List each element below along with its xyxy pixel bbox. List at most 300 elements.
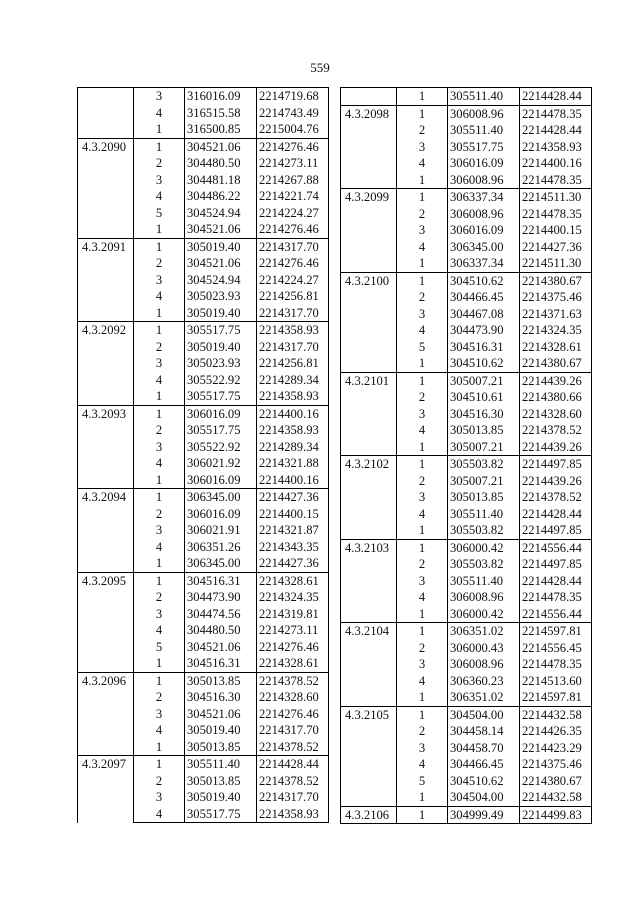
point-number: 3 <box>134 606 185 623</box>
y-coordinate: 2214321.87 <box>257 522 329 539</box>
y-coordinate: 2214378.52 <box>257 773 329 790</box>
point-number: 4 <box>134 539 185 556</box>
y-coordinate: 2214276.46 <box>257 138 329 155</box>
x-coordinate: 304521.06 <box>185 221 257 238</box>
x-coordinate: 304480.50 <box>185 622 257 639</box>
x-coordinate: 304480.50 <box>185 155 257 172</box>
x-coordinate: 304516.30 <box>448 406 520 423</box>
x-coordinate: 306000.42 <box>448 539 520 556</box>
y-coordinate: 2214378.52 <box>520 489 592 506</box>
point-number: 2 <box>397 122 448 139</box>
table-row <box>78 672 329 689</box>
point-number: 2 <box>397 473 448 490</box>
x-coordinate: 305013.85 <box>185 672 257 689</box>
x-coordinate: 306345.00 <box>448 239 520 256</box>
y-coordinate: 2214478.35 <box>520 656 592 673</box>
y-coordinate: 2214289.34 <box>257 439 329 456</box>
x-coordinate: 306008.96 <box>448 172 520 189</box>
point-number: 3 <box>397 489 448 506</box>
parcel-id: 4.3.2090 <box>78 138 134 238</box>
parcel-id: 4.3.2102 <box>341 456 397 540</box>
y-coordinate: 2214432.58 <box>520 706 592 723</box>
point-number: 1 <box>397 105 448 122</box>
y-coordinate: 2214317.70 <box>257 789 329 806</box>
y-coordinate: 2214358.93 <box>257 806 329 823</box>
y-coordinate: 2214221.74 <box>257 188 329 205</box>
y-coordinate: 2214328.60 <box>257 689 329 706</box>
x-coordinate: 304510.62 <box>448 773 520 790</box>
y-coordinate: 2214256.81 <box>257 288 329 305</box>
point-number: 4 <box>397 155 448 172</box>
y-coordinate: 2214371.63 <box>520 306 592 323</box>
y-coordinate: 2214556.44 <box>520 539 592 556</box>
coordinates-table-right <box>340 87 592 824</box>
page-number: 559 <box>310 60 330 75</box>
table-row <box>341 539 592 556</box>
y-coordinate: 2214400.16 <box>257 405 329 422</box>
y-coordinate: 2214478.35 <box>520 206 592 223</box>
point-number: 2 <box>134 255 185 272</box>
parcel-id: 4.3.2097 <box>78 756 134 823</box>
point-number: 2 <box>397 206 448 223</box>
y-coordinate: 2214273.11 <box>257 155 329 172</box>
point-number: 5 <box>397 339 448 356</box>
y-coordinate: 2214400.15 <box>257 506 329 523</box>
point-number: 1 <box>397 789 448 806</box>
x-coordinate: 304466.45 <box>448 289 520 306</box>
x-coordinate: 305023.93 <box>185 288 257 305</box>
point-number: 1 <box>134 238 185 255</box>
y-coordinate: 2214499.83 <box>520 806 592 824</box>
x-coordinate: 306008.96 <box>448 206 520 223</box>
x-coordinate: 305517.75 <box>185 806 257 823</box>
table-row <box>341 189 592 206</box>
x-coordinate: 305517.75 <box>448 139 520 156</box>
x-coordinate: 316500.85 <box>185 121 257 138</box>
parcel-id: 4.3.2105 <box>341 706 397 806</box>
y-coordinate: 2214478.35 <box>520 172 592 189</box>
point-number: 1 <box>397 456 448 473</box>
x-coordinate: 306016.09 <box>185 405 257 422</box>
y-coordinate: 2214428.44 <box>520 506 592 523</box>
x-coordinate: 306000.43 <box>448 640 520 657</box>
point-number: 3 <box>397 740 448 757</box>
point-number: 1 <box>397 606 448 623</box>
y-coordinate: 2214380.67 <box>520 355 592 372</box>
y-coordinate: 2214276.46 <box>257 221 329 238</box>
table-row <box>78 756 329 773</box>
parcel-id <box>341 88 397 106</box>
y-coordinate: 2214439.26 <box>520 473 592 490</box>
y-coordinate: 2214358.93 <box>257 388 329 405</box>
point-number: 1 <box>134 221 185 238</box>
point-number: 1 <box>397 806 448 824</box>
table-row <box>341 105 592 122</box>
point-number: 2 <box>134 339 185 356</box>
x-coordinate: 305019.40 <box>185 238 257 255</box>
x-coordinate: 304473.90 <box>448 322 520 339</box>
x-coordinate: 306337.34 <box>448 255 520 272</box>
point-number: 2 <box>397 556 448 573</box>
x-coordinate: 306021.91 <box>185 522 257 539</box>
y-coordinate: 2214428.44 <box>520 88 592 106</box>
y-coordinate: 2214375.46 <box>520 756 592 773</box>
point-number: 2 <box>134 155 185 172</box>
point-number: 1 <box>134 121 185 138</box>
y-coordinate: 2214276.46 <box>257 255 329 272</box>
point-number: 4 <box>134 455 185 472</box>
point-number: 3 <box>397 573 448 590</box>
table-row <box>78 572 329 589</box>
point-number: 5 <box>134 639 185 656</box>
point-number: 3 <box>397 656 448 673</box>
point-number: 1 <box>397 623 448 640</box>
y-coordinate: 2214439.26 <box>520 439 592 456</box>
point-number: 1 <box>397 272 448 289</box>
point-number: 3 <box>134 88 185 105</box>
x-coordinate: 304521.06 <box>185 138 257 155</box>
x-coordinate: 304504.00 <box>448 789 520 806</box>
x-coordinate: 304524.94 <box>185 205 257 222</box>
y-coordinate: 2214400.16 <box>520 155 592 172</box>
parcel-id: 4.3.2091 <box>78 238 134 322</box>
x-coordinate: 306008.96 <box>448 589 520 606</box>
y-coordinate: 2214317.70 <box>257 339 329 356</box>
table-row <box>78 322 329 339</box>
point-number: 5 <box>134 205 185 222</box>
point-number: 4 <box>397 239 448 256</box>
x-coordinate: 304474.56 <box>185 606 257 623</box>
y-coordinate: 2214321.88 <box>257 455 329 472</box>
point-number: 2 <box>397 640 448 657</box>
x-coordinate: 305013.85 <box>185 773 257 790</box>
point-number: 1 <box>134 672 185 689</box>
point-number: 4 <box>134 288 185 305</box>
point-number: 3 <box>134 522 185 539</box>
y-coordinate: 2214556.44 <box>520 606 592 623</box>
y-coordinate: 2214317.70 <box>257 305 329 322</box>
parcel-id: 4.3.2092 <box>78 322 134 406</box>
x-coordinate: 304516.31 <box>448 339 520 356</box>
point-number: 4 <box>397 756 448 773</box>
x-coordinate: 305023.93 <box>185 355 257 372</box>
x-coordinate: 304521.06 <box>185 255 257 272</box>
x-coordinate: 304473.90 <box>185 589 257 606</box>
point-number: 3 <box>134 355 185 372</box>
table-row <box>78 489 329 506</box>
y-coordinate: 2214423.29 <box>520 740 592 757</box>
x-coordinate: 305522.92 <box>185 439 257 456</box>
x-coordinate: 304458.14 <box>448 723 520 740</box>
table-row <box>341 272 592 289</box>
x-coordinate: 304467.08 <box>448 306 520 323</box>
x-coordinate: 304458.70 <box>448 740 520 757</box>
point-number: 2 <box>134 589 185 606</box>
point-number: 5 <box>397 773 448 790</box>
table-row <box>341 372 592 389</box>
y-coordinate: 2214358.93 <box>257 422 329 439</box>
x-coordinate: 305019.40 <box>185 339 257 356</box>
y-coordinate: 2214597.81 <box>520 623 592 640</box>
point-number: 4 <box>134 188 185 205</box>
y-coordinate: 2214224.27 <box>257 272 329 289</box>
point-number: 1 <box>397 355 448 372</box>
y-coordinate: 2214513.60 <box>520 673 592 690</box>
y-coordinate: 2214428.44 <box>520 122 592 139</box>
y-coordinate: 2214317.70 <box>257 722 329 739</box>
y-coordinate: 2214328.61 <box>257 572 329 589</box>
x-coordinate: 305517.75 <box>185 422 257 439</box>
y-coordinate: 2214511.30 <box>520 255 592 272</box>
parcel-id <box>78 88 134 139</box>
point-number: 3 <box>134 439 185 456</box>
point-number: 1 <box>397 255 448 272</box>
x-coordinate: 304516.31 <box>185 655 257 672</box>
point-number: 1 <box>134 305 185 322</box>
point-number: 4 <box>134 105 185 122</box>
y-coordinate: 2214378.52 <box>257 672 329 689</box>
x-coordinate: 304516.31 <box>185 572 257 589</box>
point-number: 2 <box>397 289 448 306</box>
y-coordinate: 2215004.76 <box>257 121 329 138</box>
y-coordinate: 2214267.88 <box>257 172 329 189</box>
point-number: 2 <box>134 689 185 706</box>
x-coordinate: 306016.09 <box>448 155 520 172</box>
point-number: 3 <box>134 789 185 806</box>
point-number: 1 <box>397 439 448 456</box>
y-coordinate: 2214497.85 <box>520 556 592 573</box>
x-coordinate: 305019.40 <box>185 722 257 739</box>
point-number: 3 <box>134 272 185 289</box>
point-number: 1 <box>134 405 185 422</box>
point-number: 1 <box>134 472 185 489</box>
point-number: 4 <box>397 506 448 523</box>
point-number: 1 <box>134 489 185 506</box>
y-coordinate: 2214428.44 <box>257 756 329 773</box>
point-number: 1 <box>397 522 448 539</box>
point-number: 4 <box>134 622 185 639</box>
x-coordinate: 305013.85 <box>448 422 520 439</box>
x-coordinate: 305007.21 <box>448 473 520 490</box>
y-coordinate: 2214378.52 <box>520 422 592 439</box>
point-number: 2 <box>134 773 185 790</box>
x-coordinate: 305503.82 <box>448 556 520 573</box>
point-number: 2 <box>134 422 185 439</box>
x-coordinate: 304521.06 <box>185 706 257 723</box>
table-row <box>78 88 329 105</box>
point-number: 4 <box>397 322 448 339</box>
point-number: 3 <box>397 222 448 239</box>
point-number: 1 <box>397 88 448 106</box>
x-coordinate: 304510.62 <box>448 355 520 372</box>
x-coordinate: 305013.85 <box>448 489 520 506</box>
y-coordinate: 2214224.27 <box>257 205 329 222</box>
parcel-id: 4.3.2100 <box>341 272 397 372</box>
point-number: 3 <box>134 172 185 189</box>
point-number: 2 <box>134 506 185 523</box>
y-coordinate: 2214328.60 <box>520 406 592 423</box>
point-number: 1 <box>134 655 185 672</box>
point-number: 1 <box>134 138 185 155</box>
x-coordinate: 304466.45 <box>448 756 520 773</box>
table-row <box>78 238 329 255</box>
table-row <box>341 706 592 723</box>
parcel-id: 4.3.2096 <box>78 672 134 756</box>
point-number: 4 <box>134 372 185 389</box>
y-coordinate: 2214319.81 <box>257 606 329 623</box>
y-coordinate: 2214380.66 <box>520 389 592 406</box>
x-coordinate: 304481.18 <box>185 172 257 189</box>
y-coordinate: 2214358.93 <box>520 139 592 156</box>
y-coordinate: 2214426.35 <box>520 723 592 740</box>
x-coordinate: 304486.22 <box>185 188 257 205</box>
y-coordinate: 2214400.15 <box>520 222 592 239</box>
point-number: 1 <box>397 372 448 389</box>
x-coordinate: 306345.00 <box>185 555 257 572</box>
point-number: 1 <box>397 539 448 556</box>
y-coordinate: 2214719.68 <box>257 88 329 105</box>
table-row <box>341 623 592 640</box>
x-coordinate: 304521.06 <box>185 639 257 656</box>
x-coordinate: 305019.40 <box>185 789 257 806</box>
y-coordinate: 2214743.49 <box>257 105 329 122</box>
point-number: 1 <box>134 388 185 405</box>
y-coordinate: 2214556.45 <box>520 640 592 657</box>
point-number: 1 <box>397 706 448 723</box>
table-row <box>78 405 329 422</box>
x-coordinate: 306016.09 <box>448 222 520 239</box>
x-coordinate: 305511.40 <box>448 506 520 523</box>
y-coordinate: 2214497.85 <box>520 522 592 539</box>
x-coordinate: 305522.92 <box>185 372 257 389</box>
parcel-id: 4.3.2099 <box>341 189 397 273</box>
y-coordinate: 2214380.67 <box>520 773 592 790</box>
y-coordinate: 2214324.35 <box>257 589 329 606</box>
point-number: 4 <box>134 722 185 739</box>
point-number: 3 <box>397 139 448 156</box>
x-coordinate: 305511.40 <box>448 88 520 106</box>
x-coordinate: 305007.21 <box>448 439 520 456</box>
point-number: 4 <box>397 589 448 606</box>
x-coordinate: 306351.02 <box>448 623 520 640</box>
y-coordinate: 2214328.61 <box>257 655 329 672</box>
y-coordinate: 2214276.46 <box>257 706 329 723</box>
point-number: 4 <box>397 422 448 439</box>
x-coordinate: 305019.40 <box>185 305 257 322</box>
y-coordinate: 2214478.35 <box>520 589 592 606</box>
y-coordinate: 2214427.36 <box>257 555 329 572</box>
point-number: 3 <box>134 706 185 723</box>
y-coordinate: 2214358.93 <box>257 322 329 339</box>
x-coordinate: 306351.26 <box>185 539 257 556</box>
x-coordinate: 304516.30 <box>185 689 257 706</box>
x-coordinate: 304504.00 <box>448 706 520 723</box>
point-number: 2 <box>397 389 448 406</box>
y-coordinate: 2214273.11 <box>257 622 329 639</box>
y-coordinate: 2214478.35 <box>520 105 592 122</box>
x-coordinate: 305013.85 <box>185 739 257 756</box>
table-row <box>341 456 592 473</box>
point-number: 1 <box>397 689 448 706</box>
y-coordinate: 2214427.36 <box>520 239 592 256</box>
y-coordinate: 2214439.26 <box>520 372 592 389</box>
parcel-id: 4.3.2103 <box>341 539 397 623</box>
table-row <box>78 138 329 155</box>
x-coordinate: 306345.00 <box>185 489 257 506</box>
parcel-id: 4.3.2101 <box>341 372 397 456</box>
point-number: 1 <box>134 572 185 589</box>
y-coordinate: 2214324.35 <box>520 322 592 339</box>
y-coordinate: 2214497.85 <box>520 456 592 473</box>
y-coordinate: 2214378.52 <box>257 739 329 756</box>
point-number: 1 <box>397 189 448 206</box>
point-number: 2 <box>397 723 448 740</box>
y-coordinate: 2214289.34 <box>257 372 329 389</box>
y-coordinate: 2214428.44 <box>520 573 592 590</box>
coordinates-table-left <box>77 87 329 823</box>
y-coordinate: 2214317.70 <box>257 238 329 255</box>
parcel-id: 4.3.2095 <box>78 572 134 672</box>
x-coordinate: 305511.40 <box>448 122 520 139</box>
y-coordinate: 2214380.67 <box>520 272 592 289</box>
x-coordinate: 305511.40 <box>185 756 257 773</box>
point-number: 1 <box>134 555 185 572</box>
x-coordinate: 305517.75 <box>185 322 257 339</box>
x-coordinate: 306008.96 <box>448 105 520 122</box>
x-coordinate: 306351.02 <box>448 689 520 706</box>
x-coordinate: 306016.09 <box>185 472 257 489</box>
x-coordinate: 305007.21 <box>448 372 520 389</box>
x-coordinate: 306016.09 <box>185 506 257 523</box>
x-coordinate: 304524.94 <box>185 272 257 289</box>
y-coordinate: 2214427.36 <box>257 489 329 506</box>
x-coordinate: 306021.92 <box>185 455 257 472</box>
parcel-id: 4.3.2094 <box>78 489 134 573</box>
table-row <box>341 806 592 824</box>
x-coordinate: 306008.96 <box>448 656 520 673</box>
table-row <box>341 88 592 106</box>
x-coordinate: 306000.42 <box>448 606 520 623</box>
y-coordinate: 2214276.46 <box>257 639 329 656</box>
point-number: 4 <box>134 806 185 823</box>
parcel-id: 4.3.2104 <box>341 623 397 707</box>
y-coordinate: 2214328.61 <box>520 339 592 356</box>
x-coordinate: 304999.49 <box>448 806 520 824</box>
x-coordinate: 304510.62 <box>448 272 520 289</box>
point-number: 3 <box>397 306 448 323</box>
parcel-id: 4.3.2106 <box>341 806 397 824</box>
x-coordinate: 316515.58 <box>185 105 257 122</box>
y-coordinate: 2214597.81 <box>520 689 592 706</box>
y-coordinate: 2214375.46 <box>520 289 592 306</box>
parcel-id: 4.3.2098 <box>341 105 397 189</box>
x-coordinate: 305503.82 <box>448 522 520 539</box>
y-coordinate: 2214400.16 <box>257 472 329 489</box>
y-coordinate: 2214511.30 <box>520 189 592 206</box>
point-number: 1 <box>397 172 448 189</box>
x-coordinate: 304510.61 <box>448 389 520 406</box>
y-coordinate: 2214256.81 <box>257 355 329 372</box>
point-number: 1 <box>134 322 185 339</box>
point-number: 4 <box>397 673 448 690</box>
point-number: 3 <box>397 406 448 423</box>
x-coordinate: 306360.23 <box>448 673 520 690</box>
y-coordinate: 2214432.58 <box>520 789 592 806</box>
x-coordinate: 306337.34 <box>448 189 520 206</box>
parcel-id: 4.3.2093 <box>78 405 134 489</box>
x-coordinate: 316016.09 <box>185 88 257 105</box>
point-number: 1 <box>134 756 185 773</box>
